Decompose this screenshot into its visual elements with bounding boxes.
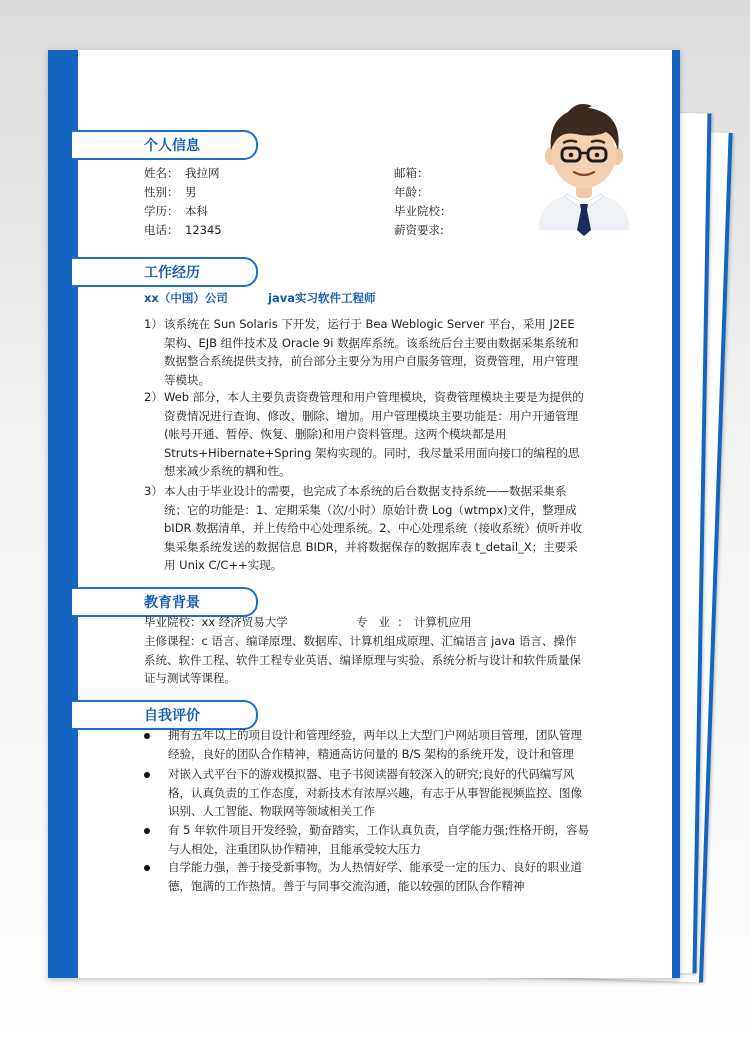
salary-label: 薪资要求: [394,223,444,237]
bullet-dot [144,865,150,871]
job-position: java实习软件工程师 [268,291,376,305]
self-eval-item-2 [144,765,590,821]
major-label: 专 业 ： [356,615,409,629]
bullet-dot [144,733,150,739]
work-item-text: 该系统在 Sun Solaris 下开发，运行于 Bea Weblogic Server 平台，采用 J2EE 架构、EJB 组件技术及 Oracle 9i 数据库系统。该系统后台主要由数据采集系统和数据整合系统提供支持，前台部分主要分为用户自服务管理，资费管理，用户管理等模块。 [164,317,579,387]
self-eval-text: 有 5 年软件项目开发经验，勤奋踏实，工作认真负责，自学能力强;性格开朗，容易与人相处，注重团队协作精神，且能承受较大压力 [168,823,589,856]
section-title: 个人信息 [144,138,200,154]
courses-text: 主修课程：c 语言、编译原理、数据库、计算机组成原理、汇编语言 java 语言、操作系统、软件工程、软件工程专业英语、编译原理与实验、系统分析与设计和软件质量保证与测试等课程。 [144,634,581,686]
self-eval-item-1 [144,726,590,763]
avatar-illustration [534,98,634,238]
work-item-text: Web 部分，本人主要负责资费管理和用户管理模块，资费管理模块主要是为提供的资费情况进行查询、修改、删除、增加。用户管理模块主要功能是：用户开通管理(帐号开通、暂停、恢复、删除)和用户资料管理。这两个模块都是用 Struts+Hibernate+Spring 架构实现的。同时，我尽量采用面向接口的编程的思想来减少系统的耦和性。 [164,390,584,479]
right-accent-bar [672,50,680,978]
self-eval-item-3 [144,821,590,858]
school-label: 毕业院校： [394,204,452,218]
gender-label: 性别： [144,185,179,199]
education-value: 本科 [185,204,208,218]
self-eval-item-4 [144,858,590,895]
education-label: 学历： [144,204,179,218]
self-eval-text: 对嵌入式平台下的游戏模拟器、电子书阅读器有较深入的研究;良好的代码编写风格，认真负责的工作态度，对新技术有浓厚兴趣，有志于从事智能视频监控、图像识别、人工智能、物联网等领域相关工作 [168,767,582,819]
gender-value: 男 [185,185,197,199]
bullet-dot [144,828,150,834]
work-item-1 [144,315,584,389]
bullet-dot [144,772,150,778]
major-value: 计算机应用 [414,615,472,629]
work-item-number: 3） [144,484,163,498]
work-item-3 [144,482,584,575]
work-item-number: 2） [144,390,163,404]
left-accent-bar [48,50,78,978]
section-title: 工作经历 [144,265,200,281]
work-item-number: 1） [144,317,163,331]
phone-value: 12345 [185,223,222,237]
self-eval-text: 自学能力强，善于接受新事物。为人热情好学、能承受一定的压力、良好的职业道德，饱满的工作热情。善于与同事交流沟通，能以较强的团队合作精神 [168,860,582,893]
work-item-2 [144,388,584,481]
name-value: 我拉网 [185,166,220,180]
phone-label: 电话： [144,223,179,237]
work-item-text: 本人由于毕业设计的需要，也完成了本系统的后台数据支持系统——数据采集系统；它的功能是：1、定期采集（次/小时）原始计费 Log（wtmpx)文件，整理成 bIDR 数据清单，并上传给中心处理系统。2、中心处理系统（接收系统）侦听并收集采集系统发送的数据信息 BIDR，并将数据保存的数据库表 t_detail_X；主要采用 Unix C/C++实现。 [164,484,583,573]
email-label: 邮箱： [394,166,429,180]
age-label: 年龄： [394,185,429,199]
company-name: xx（中国）公司 [144,291,228,305]
section-title: 教育背景 [144,595,200,611]
name-label: 姓名： [144,166,179,180]
section-title: 自我评价 [144,708,200,724]
school-line: 毕业院校：xx 经济贸易大学 [144,615,288,629]
self-eval-text: 拥有五年以上的项目设计和管理经验，两年以上大型门户网站项目管理，团队管理经验，良好的团队合作精神，精通高访问量的 B/S 架构的系统开发，设计和管理 [168,728,582,761]
